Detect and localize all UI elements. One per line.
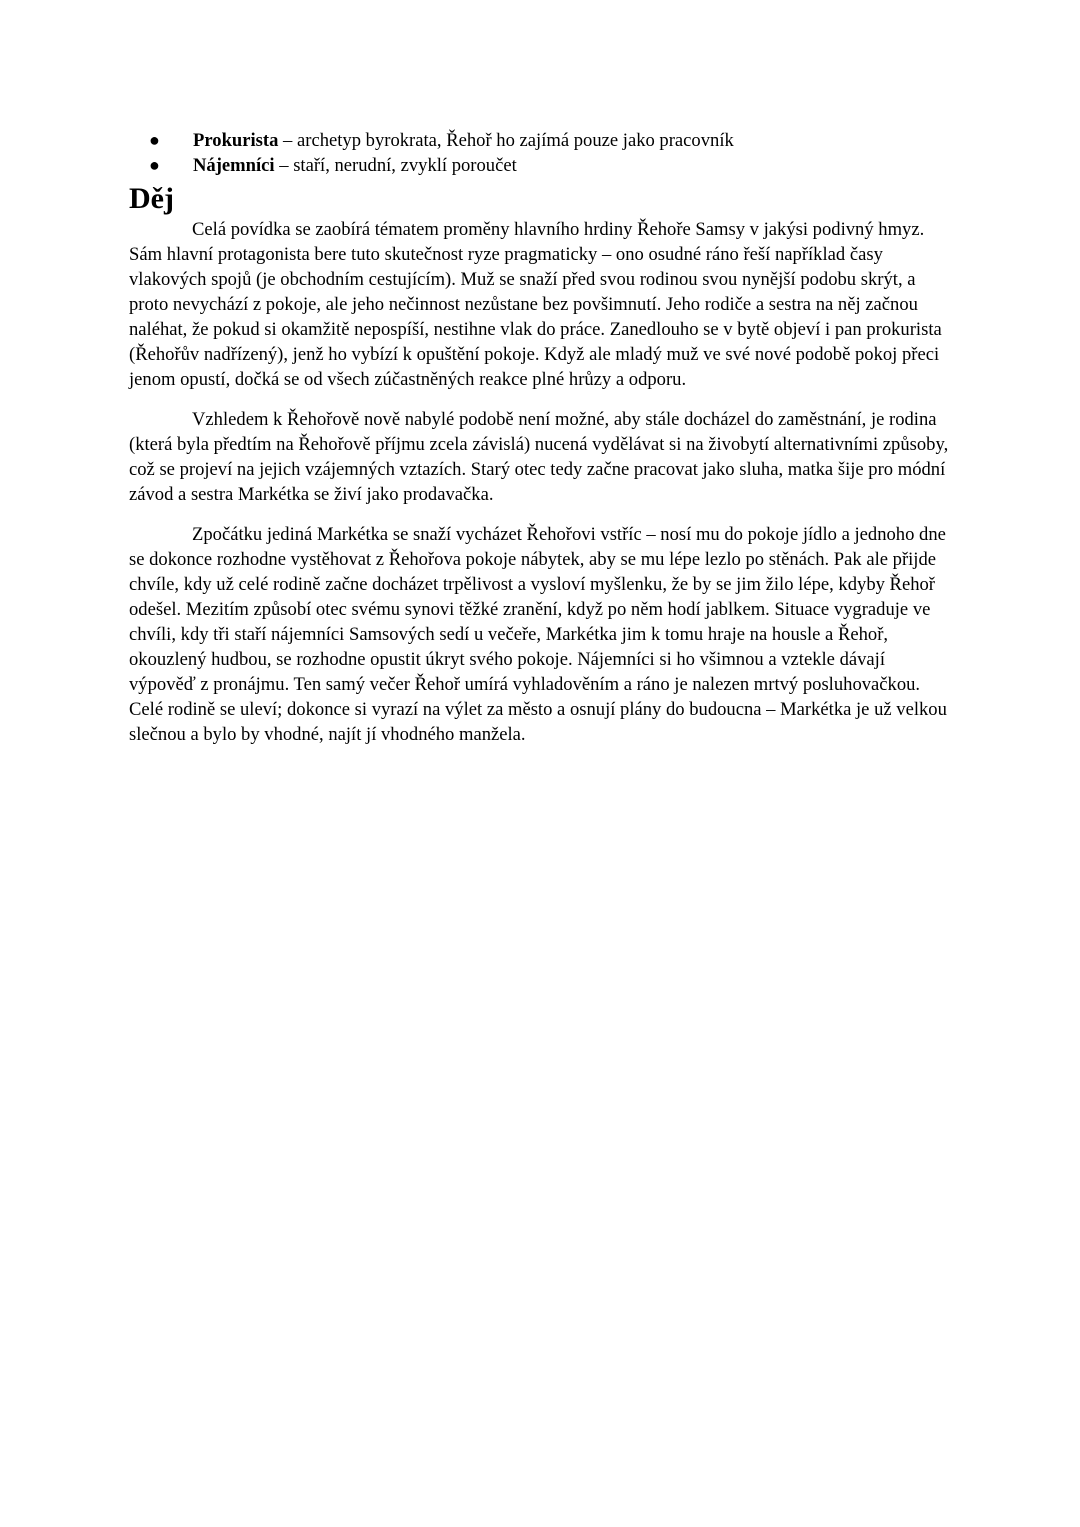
list-item-term: Prokurista (193, 130, 279, 151)
list-item (129, 153, 954, 178)
character-list (129, 128, 954, 178)
document-page (129, 128, 954, 762)
paragraph-plot-3: Zpočátku jediná Markétka se snaží vycházet Řehořovi vstříc – nosí mu do pokoje jídlo a jednoho dne se dokonce rozhodne vystěhovat z Řehořova pokoje nábytek, aby se mu lépe lezlo po stěnách. Pak ale přijde chvíle, kdy už celé rodině začne docházet trpělivost a vysloví myšlenku, že by se jim žilo lépe, kdyby Řehoř odešel. Mezitím způsobí otec svému synovi těžké zranění, když po něm hodí jablkem. Situace vygraduje ve chvíli, kdy tři staří nájemníci Samsových sedí u večeře, Markétka jim k tomu hraje na housle a Řehoř, okouzlený hudbou, se rozhodne opustit úkryt svého pokoje. Nájemníci si ho všimnou a vztekle dávají výpověď z pronájmu. Ten samý večer Řehoř umírá vyhladověním a ráno je nalezen mrtvý posluhovačkou. Celé rodině se uleví; dokonce si vyrazí na výlet za město a osnují plány do budoucna – Markétka je už velkou slečnou a bylo by vhodné, najít jí vhodného manžela. (129, 524, 947, 745)
section-heading: Děj (129, 182, 174, 215)
bullet-icon: ● (149, 155, 160, 175)
paragraph-plot-1: Celá povídka se zaobírá tématem proměny hlavního hrdiny Řehoře Samsy v jakýsi podivný hmyz. Sám hlavní protagonista bere tuto skutečnost ryze pragmaticky – ono osudné ráno řeší například časy vlakových spojů (je obchodním cestujícím). Muž se snaží před svou rodinou svou nynější podobu skrýt, a proto nevychází z pokoje, ale jeho nečinnost nezůstane bez povšimnutí. Jeho rodiče a sestra na něj začnou naléhat, že pokud si okamžitě nepospíší, nestihne vlak do práce. Zanedlouho se v bytě objeví i pan prokurista (Řehořův nadřízený), jenž ho vybízí k opuštění pokoje. Když ale mladý muž ve své nové podobě pokoj přeci jenom opustí, dočká se od všech zúčastněných reakce plné hrůzy a odporu. (129, 219, 942, 390)
list-item (129, 128, 954, 153)
paragraph-plot-2: Vzhledem k Řehořově nově nabylé podobě není možné, aby stále docházel do zaměstnání, je rodina (která byla předtím na Řehořově příjmu zcela závislá) nucená vydělávat si na živobytí alternativními způsoby, což se projeví na jejich vzájemných vztazích. Starý otec tedy začne pracovat jako sluha, matka šije pro módní závod a sestra Markétka se živí jako prodavačka. (129, 409, 949, 505)
bullet-icon: ● (149, 130, 160, 150)
list-item-description: – archetyp byrokrata, Řehoř ho zajímá pouze jako pracovník (278, 130, 734, 151)
list-item-description: – staří, nerudní, zvyklí poroučet (274, 155, 517, 176)
list-item-term: Nájemníci (193, 155, 275, 176)
